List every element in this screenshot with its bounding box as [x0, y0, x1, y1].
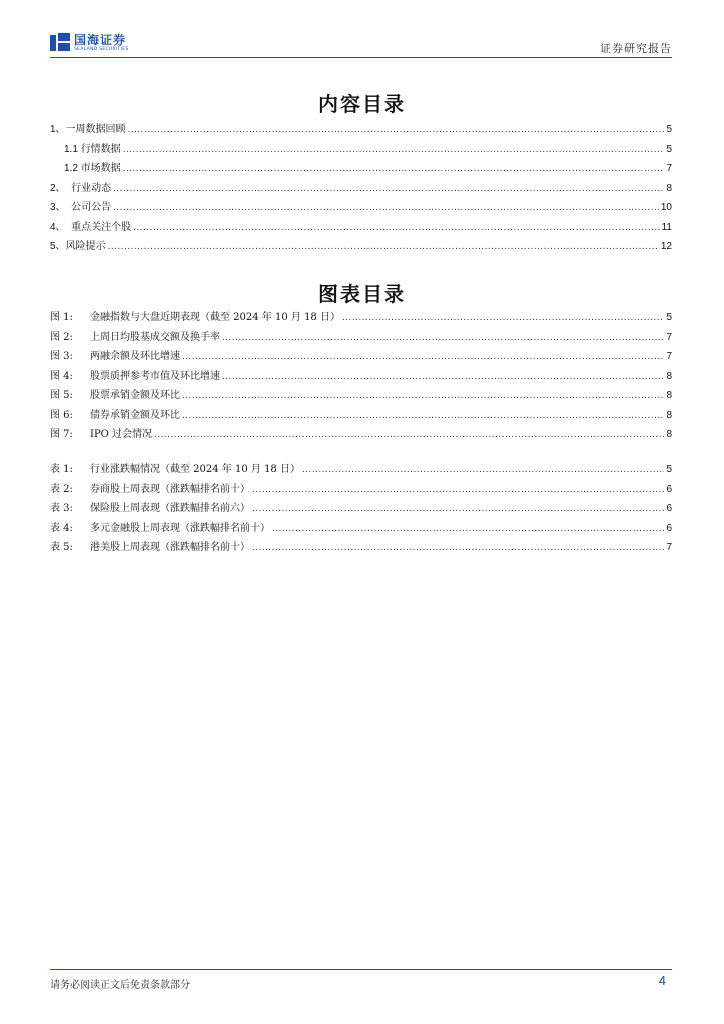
- logo-name-cn: 国海证券: [74, 32, 127, 47]
- toc-row[interactable]: 1、 一周数据回顾 ..... 5: [50, 120, 672, 140]
- report-type: 证券研究报告: [600, 42, 672, 55]
- toc-row[interactable]: 3、 公司公告 ..... 10: [50, 198, 672, 218]
- table-row[interactable]: 表 3: 保险股上周表现（涨跌幅排名前六） ..... 6: [50, 499, 672, 519]
- table-list: [50, 460, 672, 558]
- page-number: 4: [658, 973, 666, 988]
- toc-row[interactable]: 5、 风险提示 ..... 12: [50, 237, 672, 257]
- table-row[interactable]: 表 2: 券商股上周表现（涨跌幅排名前十） ..... 6: [50, 480, 672, 500]
- figure-row[interactable]: 图 2: 上周日均股基成交额及换手率 ..... 7: [50, 328, 672, 348]
- toc-row[interactable]: 4、 重点关注个股 ..... 11: [50, 218, 672, 238]
- figure-row[interactable]: 图 1: 金融指数与大盘近期表现（截至 2024 年 10 月 18 日） ..... 5: [50, 308, 672, 328]
- figure-row[interactable]: 图 5: 股票承销金额及环比 ..... 8: [50, 386, 672, 406]
- logo-icon: [50, 33, 70, 53]
- toc-row[interactable]: 1.1 行情数据 ..... 5: [50, 140, 672, 160]
- contents-list: [50, 120, 672, 257]
- figure-row[interactable]: 图 4: 股票质押参考市值及环比增速 ..... 8: [50, 367, 672, 387]
- disclaimer-note: 请务必阅读正文后免责条款部分: [50, 980, 190, 991]
- figure-row[interactable]: 图 3: 两融余额及环比增速 ..... 7: [50, 347, 672, 367]
- table-row[interactable]: 表 5: 港美股上周表现（涨跌幅排名前十） ..... 7: [50, 538, 672, 558]
- logo-name-en: SEALAND SECURITIES: [74, 46, 129, 52]
- toc-row[interactable]: 2、 行业动态 ..... 8: [50, 179, 672, 199]
- header-divider: [50, 57, 672, 58]
- figure-list: [50, 308, 672, 445]
- figure-row[interactable]: 图 7: IPO 过会情况 ..... 8: [50, 425, 672, 445]
- contents-title: 内容目录: [318, 92, 406, 116]
- table-row[interactable]: 表 4: 多元金融股上周表现（涨跌幅排名前十） ..... 6: [50, 519, 672, 539]
- company-logo: [50, 32, 129, 54]
- charts-title: 图表目录: [318, 282, 406, 306]
- table-row[interactable]: 表 1: 行业涨跌幅情况（截至 2024 年 10 月 18 日） ..... 5: [50, 460, 672, 480]
- footer-divider: [50, 969, 672, 970]
- figure-row[interactable]: 图 6: 债券承销金额及环比 ..... 8: [50, 406, 672, 426]
- toc-row[interactable]: 1.2 市场数据 ..... 7: [50, 159, 672, 179]
